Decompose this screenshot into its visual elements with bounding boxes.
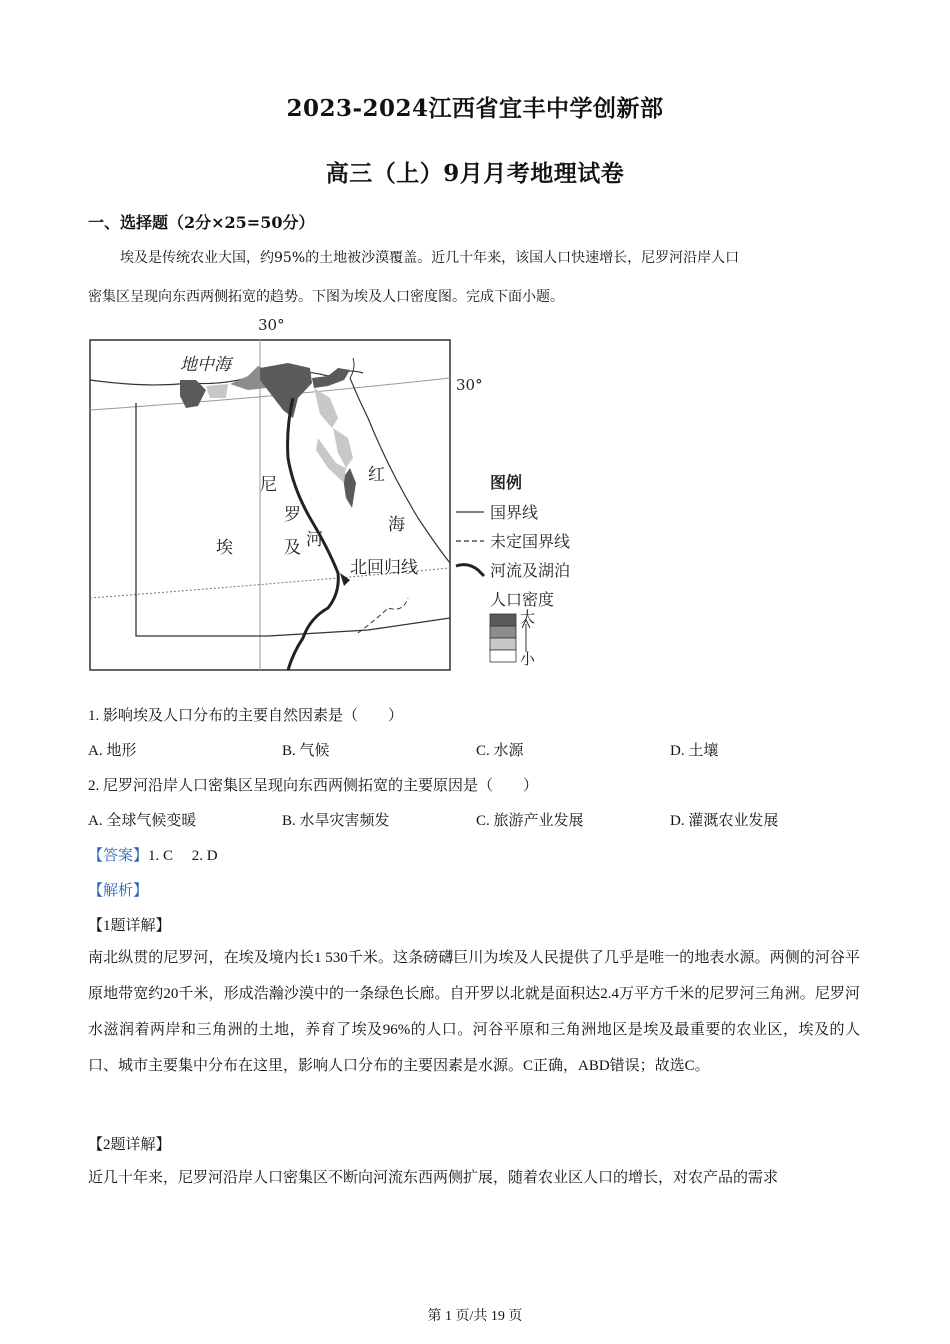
legend-border: 国界线 (490, 503, 539, 522)
answer-line (88, 844, 218, 865)
detail-1-heading: 【1题详解】 (88, 918, 171, 934)
legend-title: 图例 (490, 473, 523, 492)
nile-char-3: 河 (306, 530, 323, 550)
title-line-1: 2023-2024江西省宜丰中学创新部 (286, 95, 664, 122)
legend-river: 河流及湖泊 (490, 561, 571, 580)
country-char-1: 埃 (216, 538, 233, 558)
q2-option-b[interactable]: B. 水旱灾害频发 (282, 813, 390, 829)
legend-undetermined: 未定国界线 (490, 532, 571, 551)
detail-1-body: 南北纵贯的尼罗河，在埃及境内长1 530千米。这条磅礴巨川为埃及人民提供了几乎是唯一的地表水源。两侧的河谷平原地带宽约20千米，形成浩瀚沙漠中的一条绿色长廊。自开罗以北就是面积达2.4万平方千米的尼罗河三角洲。尼罗河水滋润着两岸和三角洲的土地，养育了埃及96%的人口。河谷平原和三角洲地区是埃及最重要的农业区，埃及的人口、城市主要集中分布在这里，影响人口分布的主要因素是水源。C正确，ABD错误；故选C。 (88, 950, 860, 1074)
lat-label: 30° (456, 376, 483, 394)
density-patch-low (206, 384, 228, 398)
q2-option-d[interactable]: D. 灌溉农业发展 (670, 813, 779, 829)
legend-river-swatch (456, 565, 484, 576)
answer-text: 1. C 2. D (148, 848, 218, 864)
nile-char-1: 尼 (260, 475, 277, 495)
intro-line-2: 密集区呈现向东西两侧拓宽的趋势。下图为埃及人口密度图。完成下面小题。 (88, 289, 564, 305)
legend-density-high (490, 614, 516, 626)
map-svg (88, 318, 588, 678)
q2-option-a[interactable]: A. 全球气候变暖 (88, 813, 197, 829)
sea-label: 地中海 (180, 355, 231, 375)
q2-option-c[interactable]: C. 旅游产业发展 (476, 813, 584, 829)
question-1-stem: 1. 影响埃及人口分布的主要自然因素是（ ） (88, 708, 404, 724)
legend-high: 大 (520, 608, 536, 626)
title-line-2: 高三（上）9月月考地理试卷 (325, 160, 625, 187)
q1-option-d[interactable]: D. 土壤 (670, 743, 719, 759)
redsea-char-2: 海 (388, 515, 405, 535)
answer-label: 【答案】 (88, 848, 149, 864)
nile-char-2: 罗 (284, 505, 301, 525)
legend-density-low (490, 638, 516, 650)
q1-option-c[interactable]: C. 水源 (476, 743, 524, 759)
lon-label: 30° (258, 318, 285, 334)
page-footer: 第 1 页/共 19 页 (427, 1309, 523, 1324)
tropic-label: 北回归线 (350, 558, 418, 578)
q1-option-b[interactable]: B. 气候 (282, 743, 330, 759)
legend-density-title: 人口密度 (490, 590, 555, 609)
detail-2-body: 近几十年来，尼罗河沿岸人口密集区不断向河流东西两侧扩展，随着农业区人口的增长，对农产品的需求 (88, 1170, 779, 1186)
country-char-2: 及 (284, 538, 301, 558)
intro-line-1: 埃及是传统农业大国，约95%的土地被沙漠覆盖。近几十年来，该国人口快速增长，尼罗河沿岸人口 (120, 250, 740, 266)
egypt-population-density-map (88, 318, 588, 678)
q1-option-a[interactable]: A. 地形 (88, 743, 137, 759)
analysis-label: 【解析】 (88, 883, 149, 899)
detail-2-heading: 【2题详解】 (88, 1137, 171, 1153)
redsea-char-1: 红 (368, 465, 385, 485)
legend-density-min (490, 650, 516, 662)
legend-density-mid (490, 626, 516, 638)
legend-low: 小 (520, 650, 536, 668)
question-2-stem: 2. 尼罗河沿岸人口密集区呈现向东西两侧拓宽的主要原因是（ ） (88, 778, 539, 794)
section-heading: 一、选择题（2分×25=50分） (88, 213, 315, 232)
